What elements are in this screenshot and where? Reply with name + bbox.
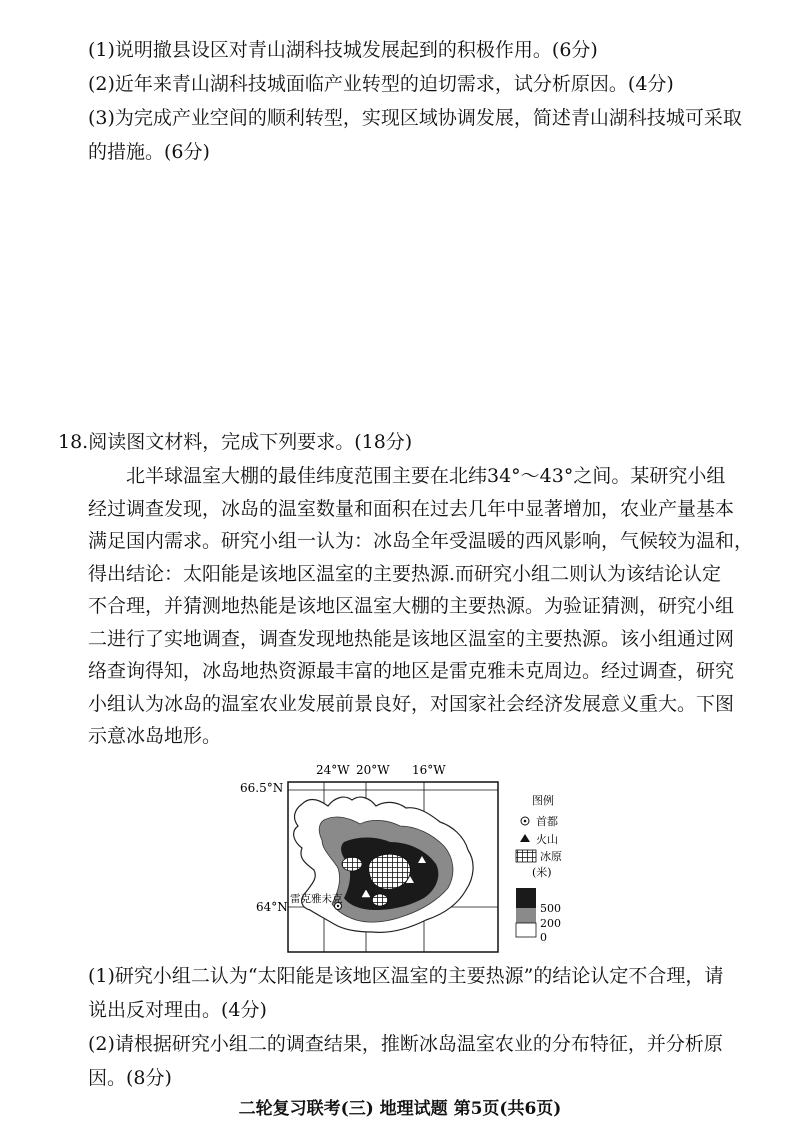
capital-dot [337,905,339,907]
lon-label-20w: 20°W [356,763,390,777]
passage-line: 经过调查发现，冰岛的温室数量和面积在过去几年中显著增加，农业产量基本 [88,497,735,520]
lat-label-66-5n: 66.5°N [240,781,284,795]
legend-capital-label: 首都 [536,815,558,828]
legend-elev-grey [516,908,536,923]
ice-cap-langjokull [342,857,362,871]
legend-elev-200: 200 [540,917,561,930]
lon-label-24w: 24°W [316,763,350,777]
legend-volcano-label: 火山 [536,833,558,846]
ice-cap-vatnajokull [369,854,411,889]
question-17-3-line2: 的措施。(6分) [88,141,210,163]
question-18-2-line1: (2)请根据研究小组二的调查结果，推断冰岛温室农业的分布特征，并分析原 [88,1033,723,1055]
question-18-1-line2: 说出反对理由。(4分) [88,999,267,1021]
legend-ice-label: 冰原 [540,850,562,863]
passage-line: 络查询得知，冰岛地热资源最丰富的地区是雷克雅未克周边。经过调查，研究 [88,660,735,682]
legend-capital-dot [524,820,527,823]
passage-line: 示意冰岛地形。 [88,725,222,747]
iceland-terrain-map [240,760,580,955]
legend-ice-swatch [516,850,536,862]
question-18-1-line1: (1)研究小组二认为“太阳能是该地区温室的主要热源”的结论认定不合理，请 [88,965,724,987]
ice-cap-myrdalsjokull [372,894,388,906]
lat-label-64n: 64°N [256,900,288,914]
question-18-title: 18.阅读图文材料，完成下列要求。(18分) [58,431,413,453]
question-17-2: (2)近年来青山湖科技城面临产业转型的迫切需求，试分析原因。(4分) [88,73,674,95]
passage-line: 满足国内需求。研究小组一认为：冰岛全年受温暖的西风影响，气候较为温和， [88,530,754,552]
question-18-2-line2: 因。(8分) [88,1067,172,1089]
page-footer: 二轮复习联考(三) 地理试题 第5页(共6页) [238,1099,562,1119]
lon-label-16w: 16°W [412,763,446,777]
passage-line: 小组认为冰岛的温室农业发展前景良好，对国家社会经济发展意义重大。下图 [88,692,735,715]
legend-volcano-icon [520,834,530,842]
question-18-passage [88,460,754,753]
passage-line: 北半球温室大棚的最佳纬度范围主要在北纬34°～43°之间。某研究小组 [126,465,726,487]
legend-elev-0: 0 [540,931,547,944]
legend-elev-dark [516,888,536,908]
legend-elev-white [516,923,536,937]
reykjavik-label: 雷克雅未克 [290,893,343,905]
question-17-3-line1: (3)为完成产业空间的顺利转型，实现区域协调发展，简述青山湖科技城可采取 [88,107,742,129]
passage-line: 二进行了实地调查，调查发现地热能是该地区温室的主要热源。该小组通过网 [88,627,735,650]
legend-title: 图例 [532,794,554,807]
legend-elev-unit: (米) [532,866,552,879]
question-17-1: (1)说明撤县设区对青山湖科技城发展起到的积极作用。(6分) [88,39,598,61]
passage-line: 不合理，并猜测地热能是该地区温室大棚的主要热源。为验证猜测，研究小组 [88,595,735,617]
passage-line: 得出结论：太阳能是该地区温室的主要热源.而研究小组二则认为该结论认定 [88,562,722,585]
legend-elev-500: 500 [540,902,561,915]
